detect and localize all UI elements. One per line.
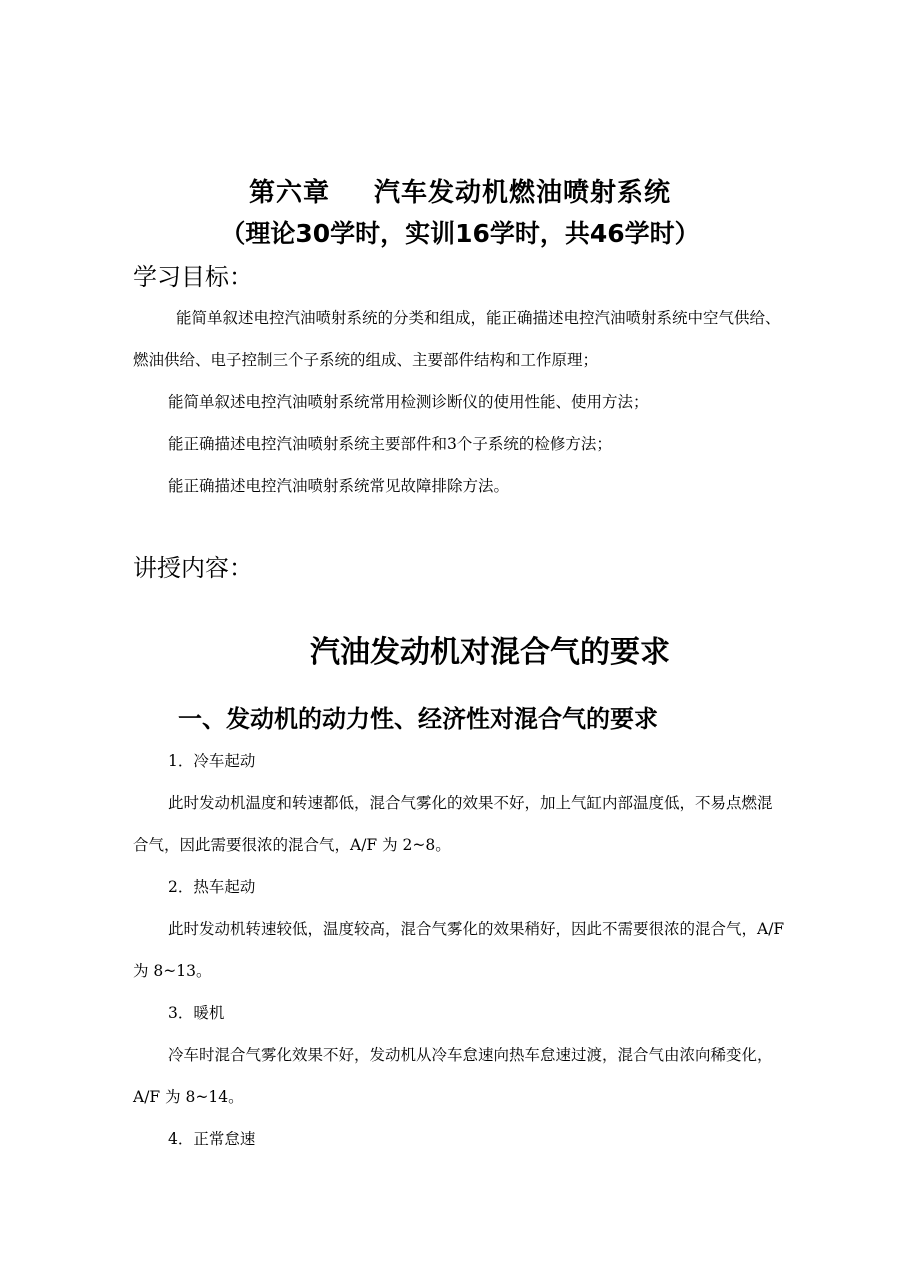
goals-heading: 学习目标： xyxy=(133,263,253,291)
item-text-line: A/F 为 8~14。 xyxy=(133,1088,244,1106)
item-text-line: 此时发动机转速较低，温度较高，混合气雾化的效果稍好，因此不需要很浓的混合气，A/F xyxy=(168,920,785,938)
item-text-line: 合气，因此需要很浓的混合气，A/F 为 2~8。 xyxy=(133,836,451,854)
goal-line: 燃油供给、电子控制三个子系统的组成、主要部件结构和工作原理； xyxy=(133,351,599,369)
item-text-line: 为 8~13。 xyxy=(133,962,212,980)
item-label: 1．冷车起动 xyxy=(168,752,256,770)
goal-line: 能简单叙述电控汽油喷射系统常用检测诊断仪的使用性能、使用方法； xyxy=(168,393,649,411)
chapter-number: 第六章 xyxy=(248,178,330,208)
item-text-line: 冷车时混合气雾化效果不好，发动机从冷车怠速向热车怠速过渡，混合气由浓向稀变化， xyxy=(168,1046,773,1064)
chapter-name: 汽车发动机燃油喷射系统 xyxy=(374,178,672,208)
subsection-title: 一、发动机的动力性、经济性对混合气的要求 xyxy=(178,704,658,733)
chapter-hours: （理论30学时，实训16学时，共46学时） xyxy=(220,219,700,248)
goal-line: 能正确描述电控汽油喷射系统常见故障排除方法。 xyxy=(168,477,510,495)
chapter-title xyxy=(0,172,920,209)
section-title: 汽油发动机对混合气的要求 xyxy=(310,635,670,670)
goal-line: 能简单叙述电控汽油喷射系统的分类和组成，能正确描述电控汽油喷射系统中空气供给、 xyxy=(176,309,781,327)
goal-line: 能正确描述电控汽油喷射系统主要部件和3个子系统的检修方法； xyxy=(168,435,612,453)
content-heading: 讲授内容： xyxy=(133,554,253,582)
item-label: 4．正常怠速 xyxy=(168,1130,256,1148)
item-text-line: 此时发动机温度和转速都低，混合气雾化的效果不好，加上气缸内部温度低，不易点燃混 xyxy=(168,794,773,812)
item-label: 3．暖机 xyxy=(168,1004,225,1022)
item-label: 2．热车起动 xyxy=(168,878,256,896)
